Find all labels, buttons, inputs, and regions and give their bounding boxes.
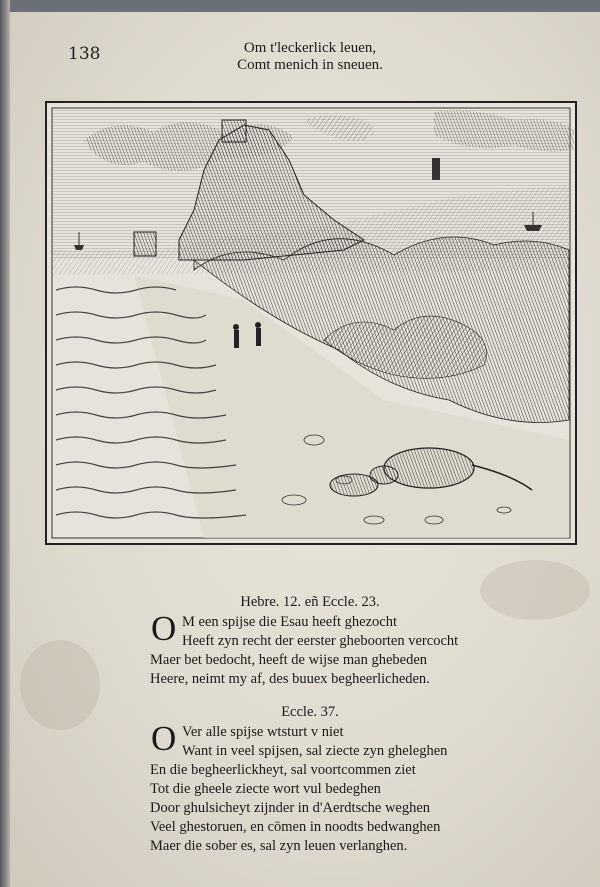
verse-line: Veel ghestoruen, en cōmen in noodts bedwanghen (150, 819, 441, 835)
verse-line: M een spijse die Esau heeft ghezocht (182, 614, 398, 630)
verse-line: Maer die sober es, sal zyn leuen verlanghen. (150, 838, 408, 854)
page-left-edge (0, 0, 10, 887)
verse-line: Heere, neimt my af, des buuex begheerlicheden. (150, 671, 430, 687)
verse (150, 719, 550, 856)
verse (150, 609, 550, 689)
verse-line: En die begheerlickheyt, sal voortcommen ziet (150, 762, 416, 778)
running-title (200, 40, 420, 74)
engraving-illustration (44, 100, 578, 546)
verse-line: Want in veel spijsen, sal ziecte zyn gheleghen (182, 743, 448, 759)
verse-line: Maer bet bedocht, heeft de wijse man ghebeden (150, 652, 428, 668)
verse-section-2 (150, 704, 550, 856)
verse-section-1 (150, 594, 550, 689)
scripture-reference: Eccle. 37. (281, 704, 339, 720)
running-title-line-2: Comt menich in sneuen. (237, 57, 383, 73)
drop-capital: O (151, 609, 177, 648)
paper-stain (20, 640, 100, 730)
verse-line: Door ghulsicheyt zijnder in d'Aerdtsche weghen (150, 800, 431, 816)
page-top-edge (0, 0, 600, 12)
drop-capital: O (151, 719, 177, 758)
verse-line: Heeft zyn recht der eerster gheboorten vercocht (182, 633, 459, 649)
scripture-reference: Hebre. 12. eñ Eccle. 23. (240, 594, 380, 610)
verse-line: Tot die gheele ziecte wort vul bedeghen (150, 781, 381, 797)
page-number: 138 (68, 44, 101, 64)
running-title-line-1: Om t'leckerlick leuen, (243, 40, 377, 56)
engraving-plate (44, 100, 578, 546)
verse-line: Ver alle spijse wtsturt v niet (182, 724, 344, 740)
